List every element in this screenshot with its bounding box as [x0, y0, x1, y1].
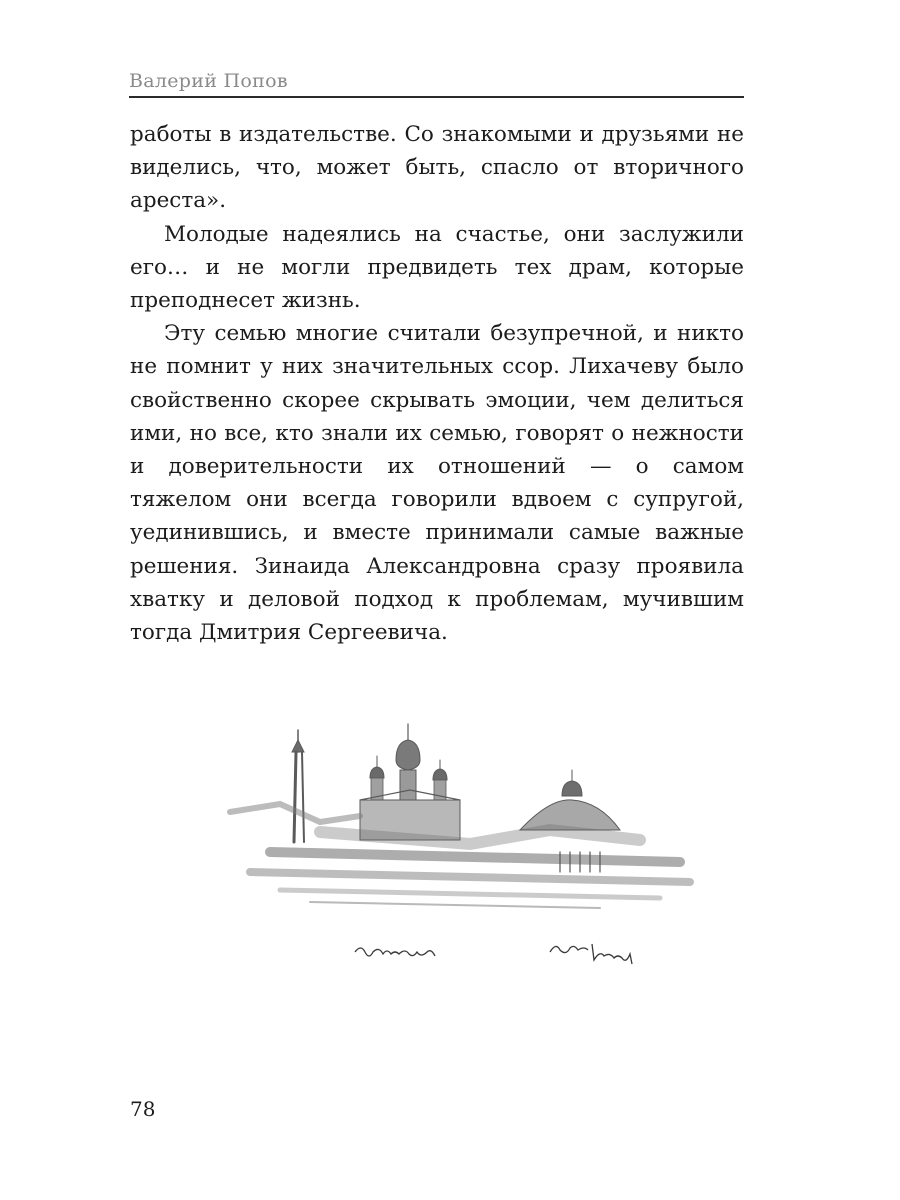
church-sketch-icon — [220, 712, 700, 982]
paragraph-1: работы в издательстве. Со знакомыми и друзьями не виделись, что, может быть, спасло от вторичного ареста». — [130, 122, 744, 214]
page-number: 78 — [130, 1097, 156, 1121]
body-text — [130, 118, 744, 649]
header-rule — [129, 96, 744, 98]
running-head: Валерий Попов — [129, 70, 288, 92]
paragraph-2: Молодые надеялись на счастье, они заслужили его… и не могли предвидеть тех драм, которые преподнесет жизнь. — [130, 221, 744, 314]
paragraph-3: Эту семью многие считали безупречной, и никто не помнит у них значительных ссор. Лихачеву было свойственно скорее скрывать эмоции, чем делиться ими, но все, кто знали их семью, говорят о нежности и доверительности их отношений — о самом тяжелом они всегда говорили вдвоем с супругой, уединившись, и вместе принимали самые важные решения. Зинаида Александровна сразу проявила хватку и деловой подход к проблемам, мучившим тогда Дмитрия Сергеевича. — [130, 321, 744, 646]
